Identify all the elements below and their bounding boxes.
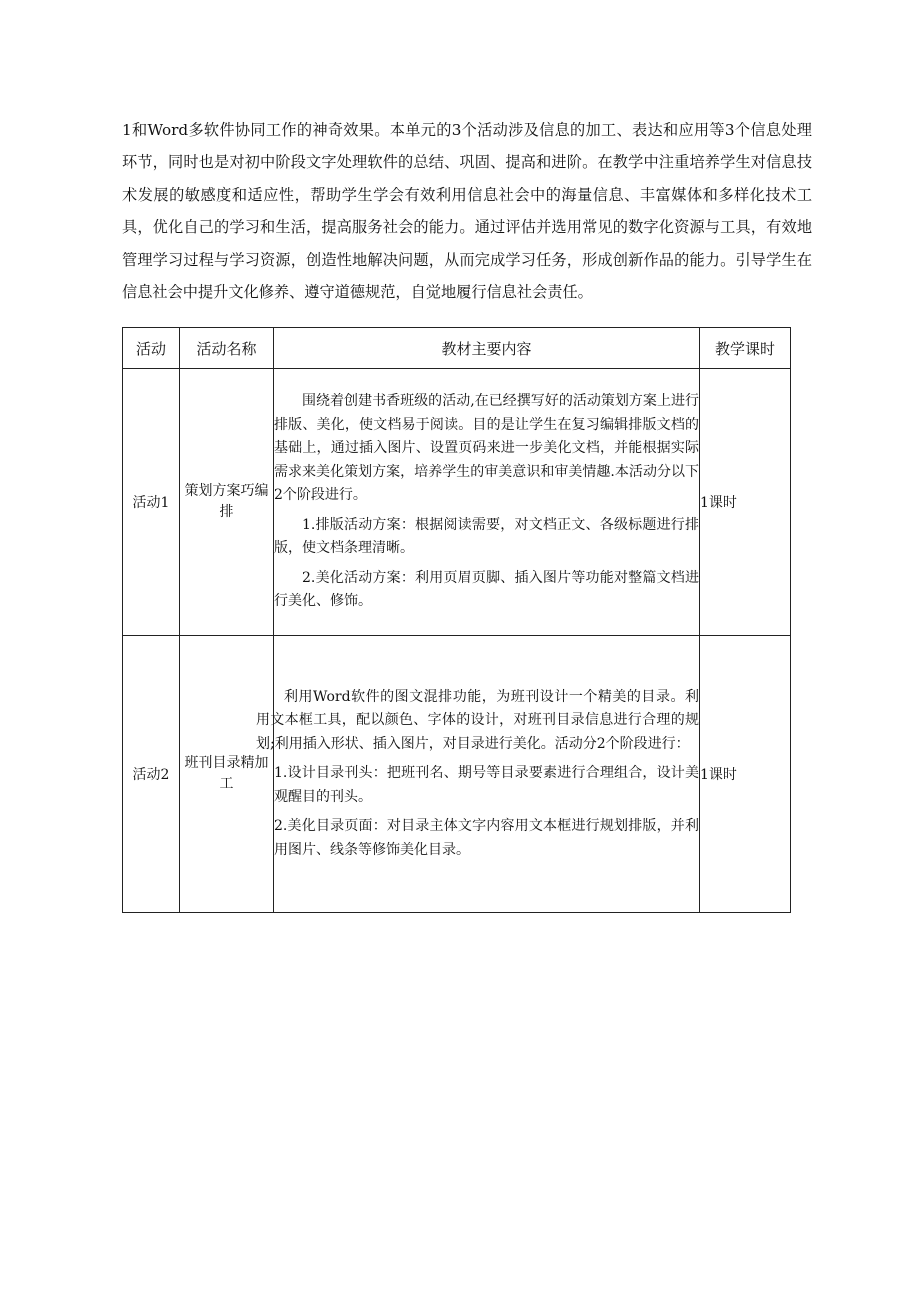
row2-hours: 1课时 [700,636,791,913]
row1-content-lead: 围绕着创建书香班级的活动,在已经撰写好的活动策划方案上进行排版、美化，使文档易于阅读。目的是让学生在复习编辑排版文档的基础上，通过插入图片、设置页码来进一步美化文档，并能根据实际需求来美化策划方案，培养学生的审美意识和审美情趣.本活动分以下2个阶段进行。 [274,393,699,504]
header-teaching-hours: 教学课时 [700,328,791,369]
row1-hours: 1课时 [700,369,791,636]
row2-content [256,636,700,913]
intro-text [122,114,812,308]
row2-stage-1: 1.设计目录刊头：把班刊名、期号等目录要素进行合理组合，设计美观醒目的刊头。 [274,765,699,805]
row1-activity-name: 策划方案巧编排 [180,369,274,636]
row1-stage-1: 1.排版活动方案：根据阅读需要，对文档正文、各级标题进行排版，使文档条理清晰。 [274,516,699,557]
header-activity: 活动 [123,328,180,369]
activity-table [122,327,791,913]
intro-paragraph: 1和Word多软件协同工作的神奇效果。本单元的3个活动涉及信息的加工、表达和应用等3个信息处理环节，同时也是对初中阶段文字处理软件的总结、巩固、提高和进阶。在教学中注重培养学生对信息技术发展的敏感度和适应性，帮助学生学会有效利用信息社会中的海量信息、丰富媒体和多样化技术工具，优化自己的学习和生活，提高服务社会的能力。通过评估并选用常见的数字化资源与工具，有效地管理学习过程与学习资源，创造性地解决问题，从而完成学习任务，形成创新作品的能力。引导学生在信息社会中提升文化修养、遵守道德规范，自觉地履行信息社会责任。 [122,121,812,302]
row2-stage-2: 2.美化目录页面：对目录主体文字内容用文本框进行规划排版，并利用图片、线条等修饰美化目录。 [274,818,699,858]
header-activity-name: 活动名称 [180,328,274,369]
header-main-content: 教材主要内容 [274,328,700,369]
row1-content [274,369,700,636]
row2-activity-name: 班刊目录精加工 [180,636,274,913]
row1-stage-2: 2.美化活动方案：利用页眉页脚、插入图片等功能对整篇文档进行美化、修饰。 [274,569,699,610]
table-header-row [123,328,791,369]
table-row [123,636,791,913]
row2-activity: 活动2 [123,636,180,913]
row1-activity: 活动1 [123,369,180,636]
row2-content-lead: 利用Word软件的图文混排功能，为班刊设计一个精美的目录。利用文本框工具，配以颜色、字体的设计，对班刊目录信息进行合理的规划;利用插入形状、插入图片，对目录进行美化。活动分2个阶段进行： [256,688,699,752]
table-row [123,369,791,636]
